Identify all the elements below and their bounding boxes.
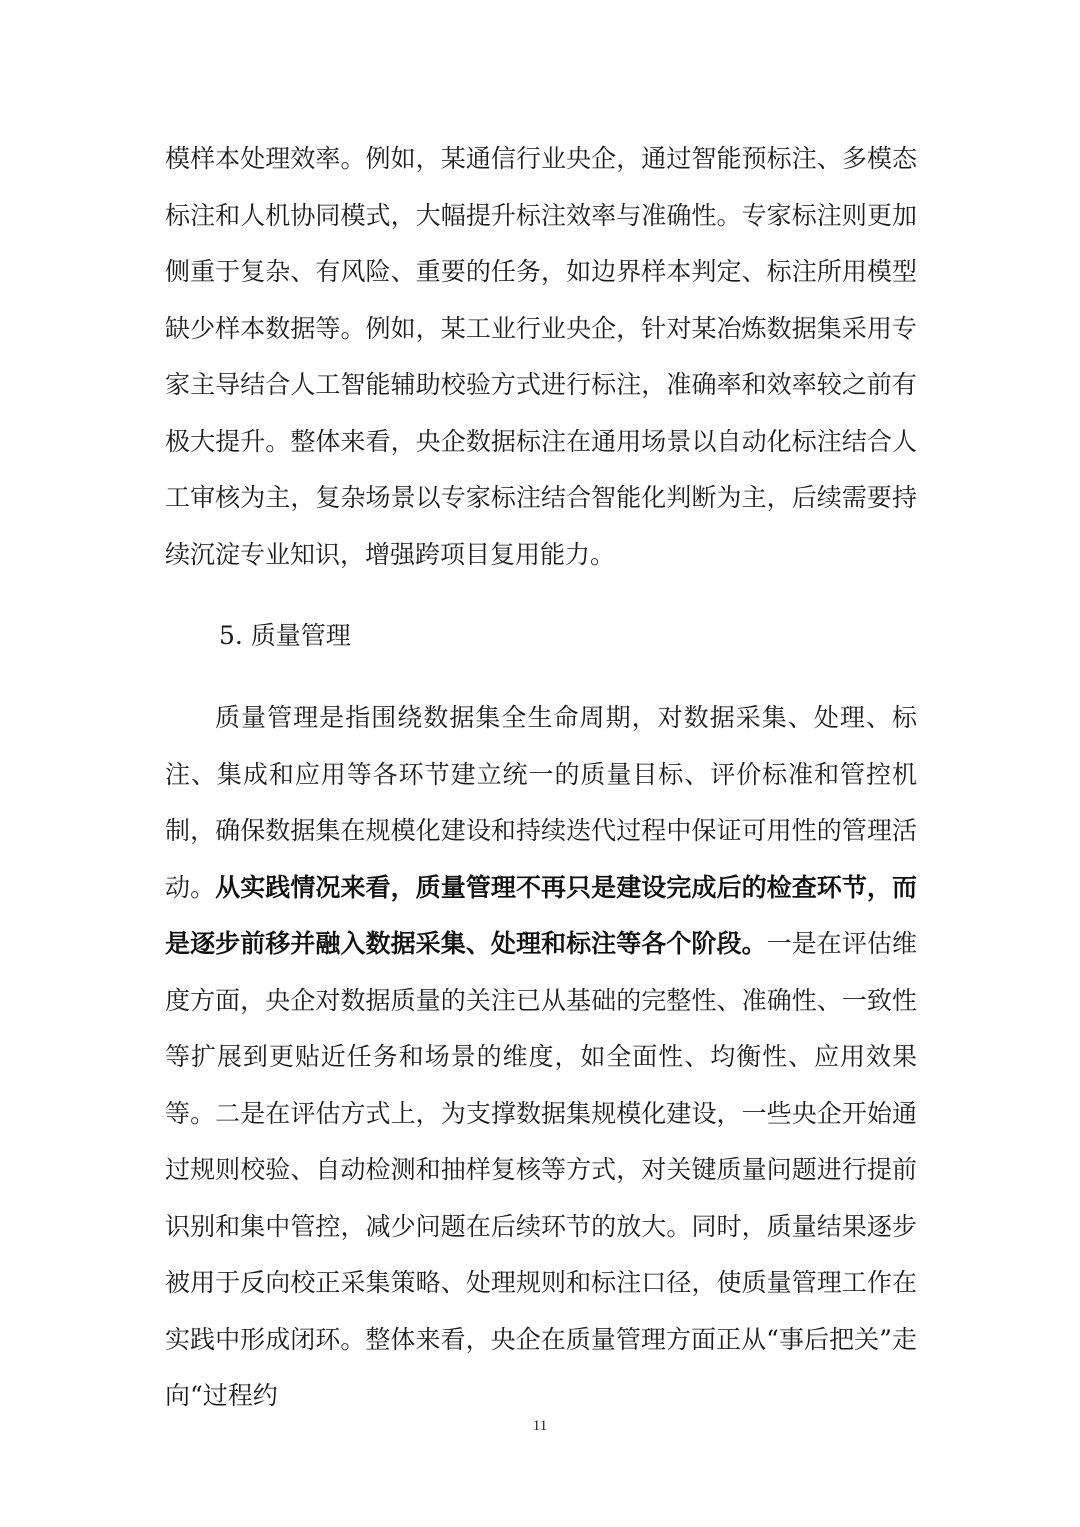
continued-paragraph: 模样本处理效率。例如，某通信行业央企，通过智能预标注、多模态标注和人机协同模式，大幅提升标注效率与准确性。专家标注则更加侧重于复杂、有风险、重要的任务，如边界样本判定、标注所用模型缺少样本数据等。例如，某工业行业央企，针对某冶炼数据集采用专家主导结合人工智能辅助校验方式进行标注，准确率和效率较之前有极大提升。整体来看，央企数据标注在通用场景以自动化标注结合人工审核为主，复杂场景以专家标注结合智能化判断为主，后续需要持续沉淀专业知识，增强跨项目复用能力。 [165,144,917,569]
quality-key-finding-bold-text: 从实践情况来看，质量管理不再只是建设完成后的检查环节，而是逐步前移并融入数据采集、处理和标注等各个阶段。 [165,872,917,958]
section-heading-quality-management: 5. 质量管理 [219,621,351,650]
quality-management-paragraph [165,690,917,1425]
page-number: 11 [532,1418,548,1434]
quality-intro-text: 质量管理是指围绕数据集全生命周期，对数据采集、处理、标注、集成和应用等各环节建立统一的质量目标、评价标准和管控机制，确保数据集在规模化建设和持续迭代过程中保证可用性的管理活动。 [165,703,917,902]
quality-detail-text: 一是在评估维度方面，央企对数据质量的关注已从基础的完整性、准确性、一致性等扩展到更贴近任务和场景的维度，如全面性、均衡性、应用效果等。二是在评估方式上，为支撑数据集规模化建设，一些央企开始通过规则校验、自动检测和抽样复核等方式，对关键质量问题进行提前识别和集中管控，减少问题在后续环节的放大。同时，质量结果逐步被用于反向校正采集策略、处理规则和标注口径，使质量管理工作在实践中形成闭环。整体来看，央企在质量管理方面正从“事后把关”走向“过程约 [165,929,917,1410]
